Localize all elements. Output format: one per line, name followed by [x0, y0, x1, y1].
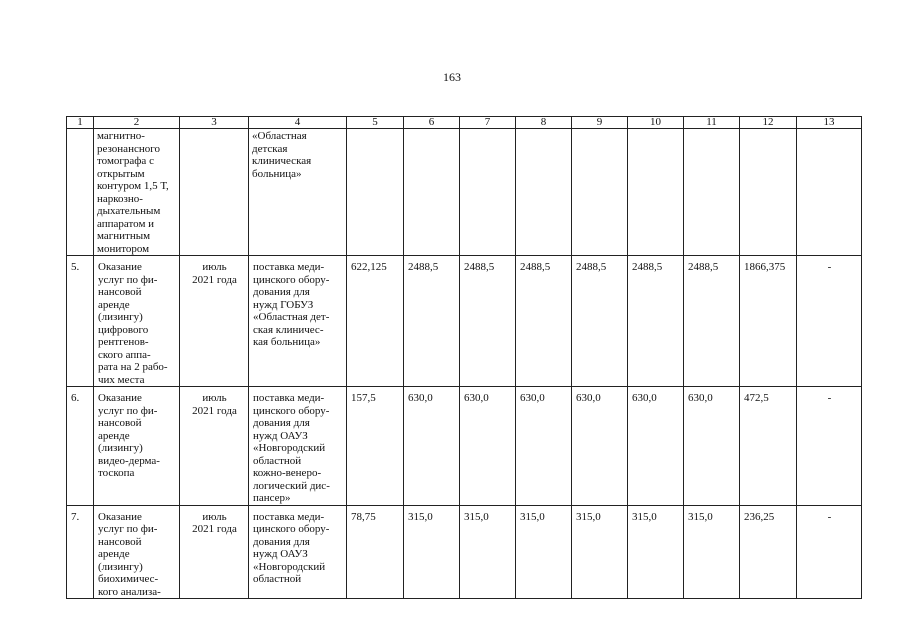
table-cell-value: 472,5: [740, 387, 797, 506]
description-text: магнитно- резонансного томографа с открытым контуром 1,5 Т, наркозно- дыхательным аппаратом и магнитным монитором: [97, 130, 169, 255]
column-header: 3: [180, 117, 249, 129]
table-cell: [740, 129, 797, 256]
table-cell-value: 630,0: [628, 387, 684, 506]
table-cell-value: 2488,5: [572, 256, 628, 387]
table-cell-purpose: [249, 505, 347, 599]
column-header: 2: [94, 117, 180, 129]
table-cell-value: 315,0: [460, 505, 516, 599]
column-header: 13: [797, 117, 862, 129]
table-cell-value: 78,75: [347, 505, 404, 599]
column-header: 4: [249, 117, 347, 129]
column-header: 6: [404, 117, 460, 129]
row-number: 6.: [67, 387, 94, 506]
table-cell: [67, 129, 94, 256]
table-cell-description: [94, 505, 180, 599]
table-cell-period: [180, 387, 249, 506]
column-header: 9: [572, 117, 628, 129]
table-cell-purpose: [249, 256, 347, 387]
table-cell-value: 315,0: [684, 505, 740, 599]
table-cell-description: [94, 256, 180, 387]
table-cell: [516, 129, 572, 256]
table-cell-value: 315,0: [572, 505, 628, 599]
table-cell-value: 630,0: [572, 387, 628, 506]
column-number-row: [67, 117, 862, 129]
table-row: [67, 256, 862, 387]
table-cell-value: 1866,375: [740, 256, 797, 387]
purpose-text: поставка меди- цинского обору- дования для нужд ГОБУЗ «Областная дет- ская клиничес- кая больница»: [253, 261, 330, 348]
row-number: 5.: [67, 256, 94, 387]
table-cell-value: 315,0: [516, 505, 572, 599]
table-cell-value: -: [797, 387, 862, 506]
table-cell: [404, 129, 460, 256]
table-cell-period: [180, 256, 249, 387]
period-text: июль 2021 года: [192, 392, 237, 417]
table-cell: [797, 129, 862, 256]
table-cell: [180, 129, 249, 256]
column-header: 5: [347, 117, 404, 129]
table-row: [67, 387, 862, 506]
table-cell-period: [180, 505, 249, 599]
purpose-text: «Областная детская клиническая больница»: [252, 130, 312, 180]
column-header: 1: [67, 117, 94, 129]
table-cell-value: 630,0: [684, 387, 740, 506]
column-header: 7: [460, 117, 516, 129]
table-cell: [572, 129, 628, 256]
column-header: 8: [516, 117, 572, 129]
table-cell: [628, 129, 684, 256]
table-cell-value: 2488,5: [516, 256, 572, 387]
table-cell-value: -: [797, 505, 862, 599]
description-text: Оказание услуг по фи- нансовой аренде (лизингу) биохимичес- кого анализа-: [98, 510, 161, 598]
table-cell: [347, 129, 404, 256]
table-cell-description: [94, 129, 180, 256]
table-cell-value: 2488,5: [404, 256, 460, 387]
table-row-continuation: [67, 129, 862, 256]
row-number: 7.: [67, 505, 94, 599]
purpose-text: поставка меди- цинского обору- дования для нужд ОАУЗ «Новгородский областной: [253, 510, 330, 585]
description-text: Оказание услуг по фи- нансовой аренде (лизингу) цифрового рентгенов- ского аппа- рата на 2 рабо- чих места: [98, 261, 168, 386]
table-cell-value: 630,0: [460, 387, 516, 506]
table-cell-purpose: [249, 129, 347, 256]
table-cell-purpose: [249, 387, 347, 506]
purpose-text: поставка меди- цинского обору- дования для нужд ОАУЗ «Новгородский областной кожно-венеро- логический дис- пансер»: [253, 392, 330, 504]
table-cell-value: 622,125: [347, 256, 404, 387]
period-text: июль 2021 года: [192, 510, 237, 535]
table-cell-value: 315,0: [628, 505, 684, 599]
page-number: 163: [443, 70, 461, 84]
table-cell-value: 157,5: [347, 387, 404, 506]
table-cell-value: 630,0: [404, 387, 460, 506]
column-header: 12: [740, 117, 797, 129]
table-cell-value: -: [797, 256, 862, 387]
table-cell-value: 630,0: [516, 387, 572, 506]
table-cell: [460, 129, 516, 256]
table-row: [67, 505, 862, 599]
period-text: июль 2021 года: [192, 261, 237, 286]
description-text: Оказание услуг по фи- нансовой аренде (лизингу) видео-дерма- тоскопа: [98, 392, 160, 479]
table-cell-value: 2488,5: [628, 256, 684, 387]
table-cell-value: 315,0: [404, 505, 460, 599]
table-cell-value: 2488,5: [684, 256, 740, 387]
column-header: 11: [684, 117, 740, 129]
column-header: 10: [628, 117, 684, 129]
data-table: [66, 116, 862, 599]
table-cell-value: 2488,5: [460, 256, 516, 387]
table-cell-value: 236,25: [740, 505, 797, 599]
table-cell: [684, 129, 740, 256]
table-cell-description: [94, 387, 180, 506]
